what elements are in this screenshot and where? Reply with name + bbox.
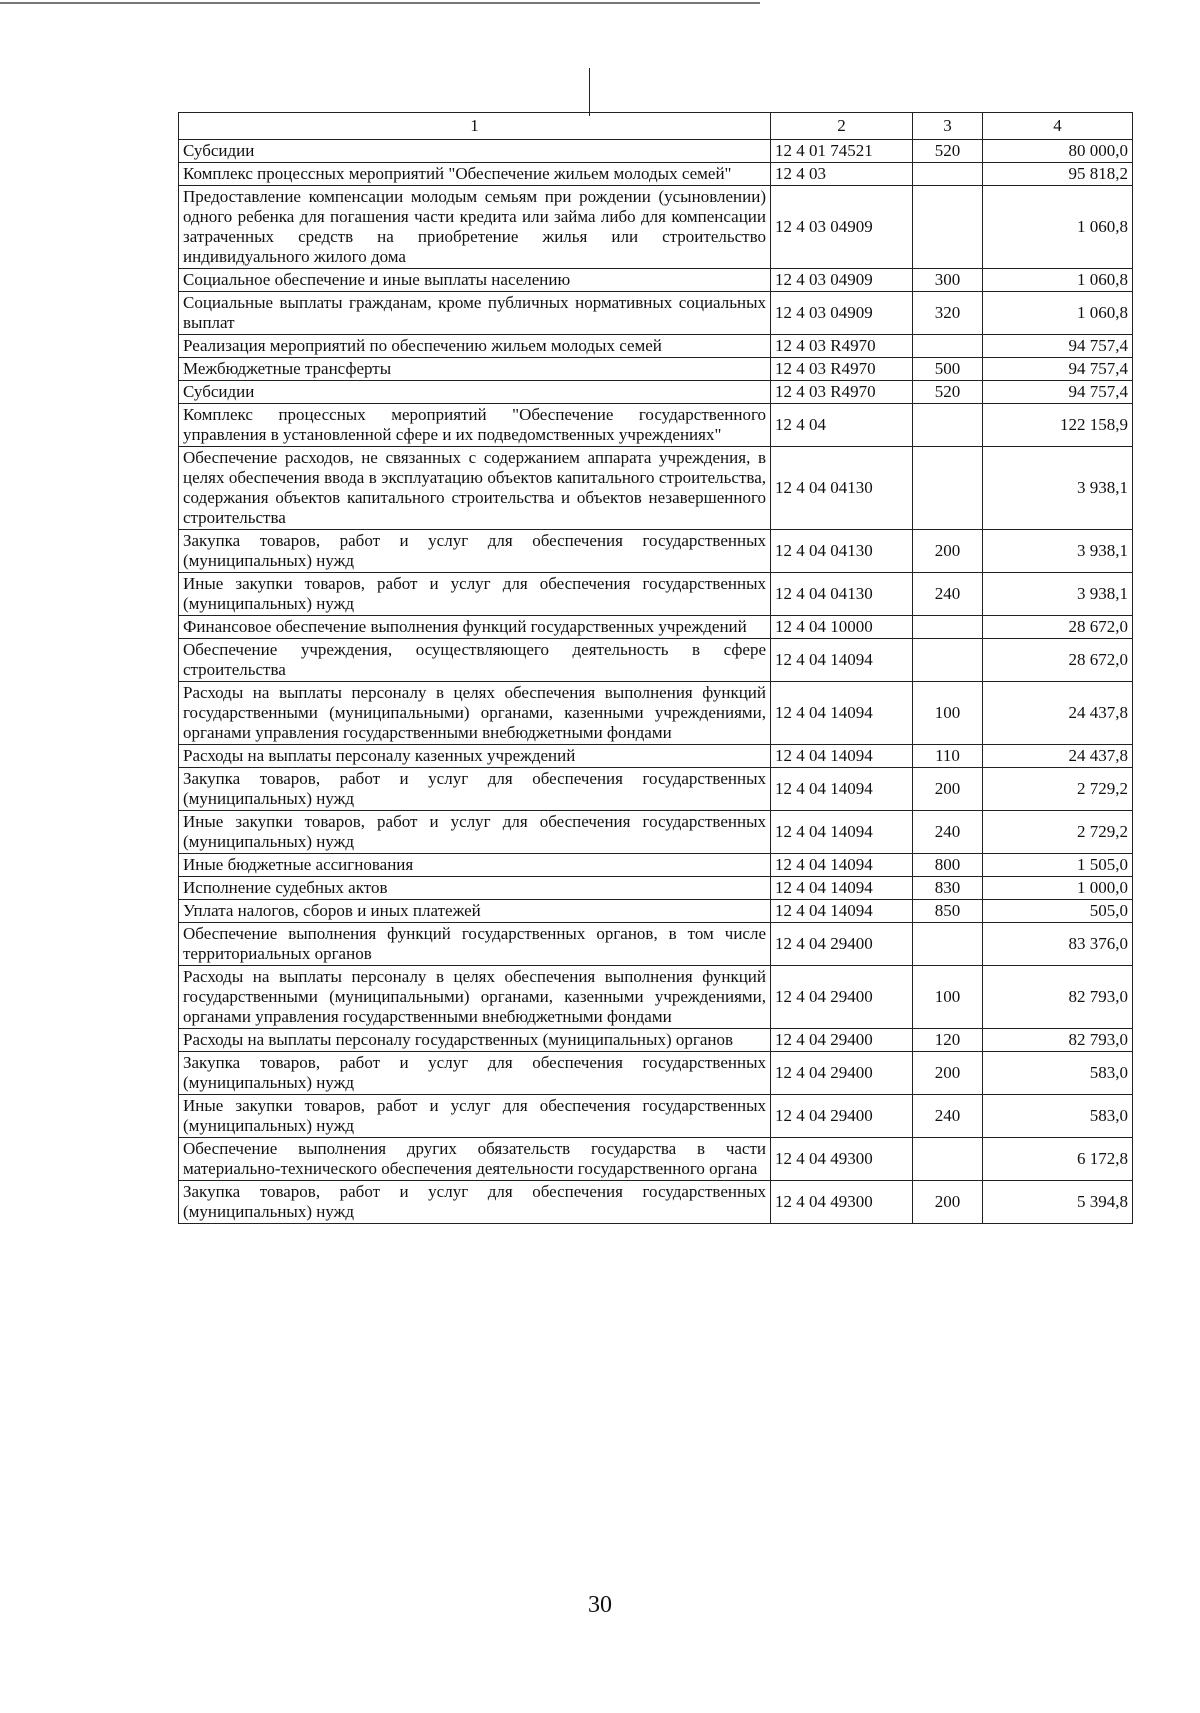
column-tick-mark — [589, 68, 590, 116]
budget-table-body — [179, 113, 1133, 1224]
row-name-cell: Расходы на выплаты персоналу в целях обеспечения выполнения функций государственными (муниципальными) органами, казенными учреждениями, органами управления государственными внебюджетными фондами — [179, 682, 771, 745]
row-amount-cell: 2 729,2 — [983, 811, 1133, 854]
table-row — [179, 854, 1133, 877]
row-code-cell: 12 4 03 04909 — [771, 292, 913, 335]
row-amount-cell: 94 757,4 — [983, 335, 1133, 358]
row-expense-type-cell — [913, 639, 983, 682]
row-expense-type-cell: 200 — [913, 1052, 983, 1095]
row-expense-type-cell: 300 — [913, 269, 983, 292]
row-name-cell: Расходы на выплаты персоналу государственных (муниципальных) органов — [179, 1029, 771, 1052]
row-amount-cell: 1 060,8 — [983, 186, 1133, 269]
row-code-cell: 12 4 03 04909 — [771, 269, 913, 292]
row-amount-cell: 24 437,8 — [983, 682, 1133, 745]
row-expense-type-cell: 320 — [913, 292, 983, 335]
budget-table — [178, 112, 1133, 1224]
row-expense-type-cell: 200 — [913, 1181, 983, 1224]
row-code-cell: 12 4 04 14094 — [771, 877, 913, 900]
row-expense-type-cell: 240 — [913, 573, 983, 616]
row-amount-cell: 24 437,8 — [983, 745, 1133, 768]
row-name-cell: Предоставление компенсации молодым семьям при рождении (усыновлении) одного ребенка для погашения части кредита или займа либо для компенсации затраченных средств на приобретение жилья или строительство индивидуального жилого дома — [179, 186, 771, 269]
row-name-cell: Социальные выплаты гражданам, кроме публичных нормативных социальных выплат — [179, 292, 771, 335]
table-row — [179, 900, 1133, 923]
page-number: 30 — [588, 1592, 612, 1618]
row-expense-type-cell: 850 — [913, 900, 983, 923]
row-name-cell: Закупка товаров, работ и услуг для обеспечения государственных (муниципальных) нужд — [179, 1181, 771, 1224]
table-row — [179, 768, 1133, 811]
row-expense-type-cell — [913, 335, 983, 358]
row-code-cell: 12 4 04 14094 — [771, 745, 913, 768]
row-amount-cell: 3 938,1 — [983, 530, 1133, 573]
row-amount-cell: 583,0 — [983, 1095, 1133, 1138]
row-amount-cell: 1 505,0 — [983, 854, 1133, 877]
table-row — [179, 140, 1133, 163]
row-code-cell: 12 4 04 29400 — [771, 1095, 913, 1138]
table-row — [179, 381, 1133, 404]
row-code-cell: 12 4 04 14094 — [771, 639, 913, 682]
row-expense-type-cell: 240 — [913, 1095, 983, 1138]
row-code-cell: 12 4 04 14094 — [771, 854, 913, 877]
row-expense-type-cell: 520 — [913, 140, 983, 163]
row-amount-cell: 80 000,0 — [983, 140, 1133, 163]
row-code-cell: 12 4 04 — [771, 404, 913, 447]
row-expense-type-cell — [913, 616, 983, 639]
row-code-cell: 12 4 04 14094 — [771, 811, 913, 854]
header-col-4: 4 — [983, 113, 1133, 140]
header-row — [179, 113, 1133, 140]
row-amount-cell: 94 757,4 — [983, 381, 1133, 404]
row-code-cell: 12 4 04 49300 — [771, 1138, 913, 1181]
row-expense-type-cell — [913, 163, 983, 186]
row-expense-type-cell: 830 — [913, 877, 983, 900]
table-row — [179, 1181, 1133, 1224]
row-expense-type-cell: 110 — [913, 745, 983, 768]
row-name-cell: Межбюджетные трансферты — [179, 358, 771, 381]
table-row — [179, 1052, 1133, 1095]
row-code-cell: 12 4 04 10000 — [771, 616, 913, 639]
table-row — [179, 923, 1133, 966]
row-code-cell: 12 4 04 14094 — [771, 682, 913, 745]
table-row — [179, 292, 1133, 335]
row-expense-type-cell — [913, 447, 983, 530]
row-name-cell: Уплата налогов, сборов и иных платежей — [179, 900, 771, 923]
table-row — [179, 1138, 1133, 1181]
row-amount-cell: 6 172,8 — [983, 1138, 1133, 1181]
row-amount-cell: 94 757,4 — [983, 358, 1133, 381]
row-amount-cell: 3 938,1 — [983, 573, 1133, 616]
row-amount-cell: 583,0 — [983, 1052, 1133, 1095]
row-code-cell: 12 4 04 49300 — [771, 1181, 913, 1224]
table-row — [179, 877, 1133, 900]
row-amount-cell: 82 793,0 — [983, 1029, 1133, 1052]
top-rule — [0, 2, 760, 4]
header-col-3: 3 — [913, 113, 983, 140]
row-expense-type-cell: 800 — [913, 854, 983, 877]
row-code-cell: 12 4 03 R4970 — [771, 358, 913, 381]
row-name-cell: Исполнение судебных актов — [179, 877, 771, 900]
row-name-cell: Комплекс процессных мероприятий "Обеспечение государственного управления в установленной сфере и их подведомственных учреждениях" — [179, 404, 771, 447]
row-expense-type-cell: 520 — [913, 381, 983, 404]
row-name-cell: Обеспечение расходов, не связанных с содержанием аппарата учреждения, в целях обеспечения ввода в эксплуатацию объектов капитального строительства, содержания объектов капитального строительства и объектов незавершенного строительства — [179, 447, 771, 530]
table-row — [179, 811, 1133, 854]
row-code-cell: 12 4 04 29400 — [771, 1052, 913, 1095]
row-amount-cell: 5 394,8 — [983, 1181, 1133, 1224]
row-amount-cell: 83 376,0 — [983, 923, 1133, 966]
row-amount-cell: 28 672,0 — [983, 639, 1133, 682]
row-name-cell: Обеспечение выполнения функций государственных органов, в том числе территориальных органов — [179, 923, 771, 966]
row-amount-cell: 3 938,1 — [983, 447, 1133, 530]
header-col-2: 2 — [771, 113, 913, 140]
row-code-cell: 12 4 04 14094 — [771, 900, 913, 923]
row-expense-type-cell: 240 — [913, 811, 983, 854]
row-expense-type-cell — [913, 404, 983, 447]
row-name-cell: Комплекс процессных мероприятий "Обеспечение жильем молодых семей" — [179, 163, 771, 186]
row-name-cell: Расходы на выплаты персоналу казенных учреждений — [179, 745, 771, 768]
table-row — [179, 616, 1133, 639]
row-name-cell: Социальное обеспечение и иные выплаты населению — [179, 269, 771, 292]
row-expense-type-cell — [913, 1138, 983, 1181]
row-expense-type-cell: 100 — [913, 966, 983, 1029]
table-row — [179, 163, 1133, 186]
row-expense-type-cell: 500 — [913, 358, 983, 381]
row-code-cell: 12 4 04 04130 — [771, 573, 913, 616]
row-amount-cell: 1 000,0 — [983, 877, 1133, 900]
row-code-cell: 12 4 04 04130 — [771, 447, 913, 530]
row-expense-type-cell: 200 — [913, 530, 983, 573]
table-row — [179, 966, 1133, 1029]
row-code-cell: 12 4 03 04909 — [771, 186, 913, 269]
row-expense-type-cell — [913, 186, 983, 269]
row-amount-cell: 122 158,9 — [983, 404, 1133, 447]
table-row — [179, 447, 1133, 530]
row-name-cell: Субсидии — [179, 140, 771, 163]
row-name-cell: Финансовое обеспечение выполнения функций государственных учреждений — [179, 616, 771, 639]
row-amount-cell: 28 672,0 — [983, 616, 1133, 639]
row-name-cell: Иные закупки товаров, работ и услуг для обеспечения государственных (муниципальных) нужд — [179, 811, 771, 854]
row-amount-cell: 1 060,8 — [983, 292, 1133, 335]
row-amount-cell: 82 793,0 — [983, 966, 1133, 1029]
row-name-cell: Иные бюджетные ассигнования — [179, 854, 771, 877]
row-amount-cell: 95 818,2 — [983, 163, 1133, 186]
table-row — [179, 530, 1133, 573]
row-name-cell: Субсидии — [179, 381, 771, 404]
table-row — [179, 573, 1133, 616]
table-row — [179, 639, 1133, 682]
row-expense-type-cell: 120 — [913, 1029, 983, 1052]
row-code-cell: 12 4 03 R4970 — [771, 335, 913, 358]
row-code-cell: 12 4 04 29400 — [771, 923, 913, 966]
table-row — [179, 358, 1133, 381]
row-name-cell: Закупка товаров, работ и услуг для обеспечения государственных (муниципальных) нужд — [179, 530, 771, 573]
row-code-cell: 12 4 03 R4970 — [771, 381, 913, 404]
row-expense-type-cell: 200 — [913, 768, 983, 811]
row-code-cell: 12 4 03 — [771, 163, 913, 186]
table-row — [179, 335, 1133, 358]
header-col-1: 1 — [179, 113, 771, 140]
table-row — [179, 1095, 1133, 1138]
row-code-cell: 12 4 01 74521 — [771, 140, 913, 163]
table-row — [179, 682, 1133, 745]
table-row — [179, 745, 1133, 768]
row-amount-cell: 505,0 — [983, 900, 1133, 923]
row-name-cell: Закупка товаров, работ и услуг для обеспечения государственных (муниципальных) нужд — [179, 768, 771, 811]
table-row — [179, 269, 1133, 292]
row-amount-cell: 2 729,2 — [983, 768, 1133, 811]
table-row — [179, 1029, 1133, 1052]
row-code-cell: 12 4 04 04130 — [771, 530, 913, 573]
row-code-cell: 12 4 04 29400 — [771, 1029, 913, 1052]
row-expense-type-cell: 100 — [913, 682, 983, 745]
row-code-cell: 12 4 04 14094 — [771, 768, 913, 811]
row-name-cell: Иные закупки товаров, работ и услуг для обеспечения государственных (муниципальных) нужд — [179, 573, 771, 616]
row-name-cell: Закупка товаров, работ и услуг для обеспечения государственных (муниципальных) нужд — [179, 1052, 771, 1095]
row-expense-type-cell — [913, 923, 983, 966]
row-name-cell: Расходы на выплаты персоналу в целях обеспечения выполнения функций государственными (муниципальными) органами, казенными учреждениями, органами управления государственными внебюджетными фондами — [179, 966, 771, 1029]
table-row — [179, 186, 1133, 269]
row-amount-cell: 1 060,8 — [983, 269, 1133, 292]
row-code-cell: 12 4 04 29400 — [771, 966, 913, 1029]
row-name-cell: Обеспечение учреждения, осуществляющего деятельность в сфере строительства — [179, 639, 771, 682]
row-name-cell: Реализация мероприятий по обеспечению жильем молодых семей — [179, 335, 771, 358]
row-name-cell: Иные закупки товаров, работ и услуг для обеспечения государственных (муниципальных) нужд — [179, 1095, 771, 1138]
row-name-cell: Обеспечение выполнения других обязательств государства в части материально-технического обеспечения деятельности государственного органа — [179, 1138, 771, 1181]
table-row — [179, 404, 1133, 447]
